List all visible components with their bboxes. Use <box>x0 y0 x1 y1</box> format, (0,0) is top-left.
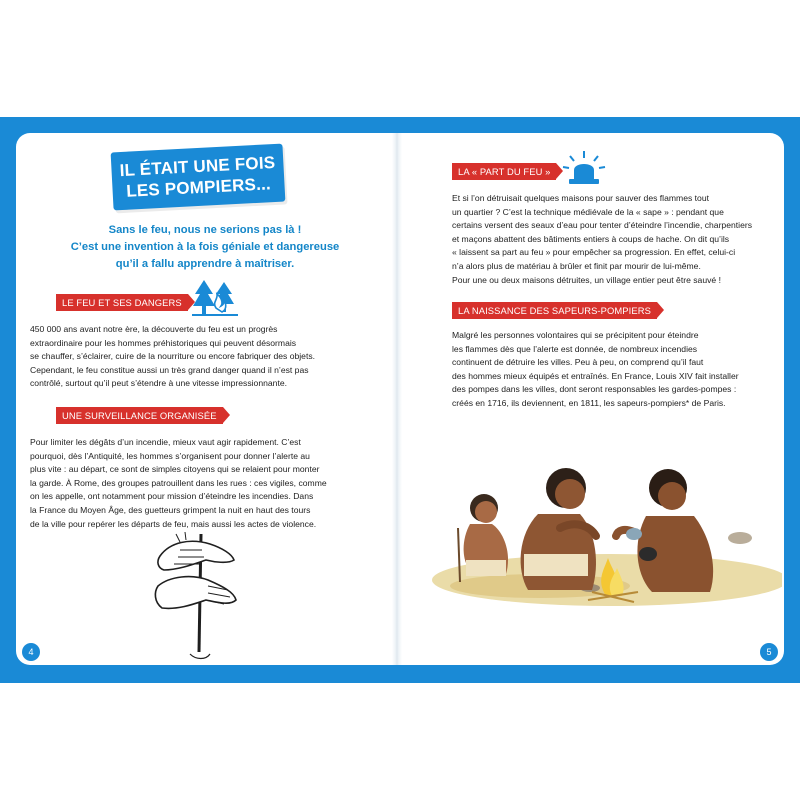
text-line: plus vite : au départ, ce sont de simples citoyens qui se relaient pour monter <box>30 464 320 475</box>
paragraph-sapeurs-pompiers <box>452 329 777 411</box>
text-line: de la ville pour repérer les départs de feu, mais aussi les actes de violence. <box>30 518 317 529</box>
heading-sapeurs-pompiers: LA NAISSANCE DES SAPEURS-POMPIERS <box>452 302 657 319</box>
page-number-left: 4 <box>22 643 40 661</box>
text-line: et maçons abattent des bâtiments entiers à coups de hache. On dit qu’ils <box>452 233 730 244</box>
text-line: se chauffer, s’éclairer, cuire de la nourriture ou encore fabriquer des objets. <box>30 351 316 362</box>
text-line: Et si l’on détruisait quelques maisons pour sauver des flammes tout <box>452 193 709 203</box>
text-line: des hommes mieux équipés et entraînés. En France, Louis XIV fait installer <box>452 370 739 381</box>
text-line: Pour une ou deux maisons détruites, un village entier peut être sauvé ! <box>452 274 721 285</box>
heading-surveillance: UNE SURVEILLANCE ORGANISÉE <box>56 407 223 424</box>
prehistoric-fire-illustration <box>420 450 782 620</box>
text-line: 450 000 ans avant notre ère, la découverte du feu est un progrès <box>30 324 278 334</box>
page-number-right: 5 <box>760 643 778 661</box>
text-line: créés en 1716, ils deviennent, en 1811, les sapeurs-pompiers* de Paris. <box>452 397 726 408</box>
hands-fire-drill-icon <box>150 530 240 660</box>
text-line: Malgré les personnes volontaires qui se précipitent pour éteindre <box>452 330 699 340</box>
intro-line-2: C’est une invention à la fois géniale et dangereuse <box>70 241 340 253</box>
text-line: n’a alors plus de matériau à brûler et finit par mourir de lui-même. <box>452 260 701 271</box>
paragraph-surveillance <box>30 436 375 531</box>
book-gutter <box>392 133 402 665</box>
heading-feu-dangers: LE FEU ET SES DANGERS <box>56 294 188 311</box>
text-line: continuent de détruire les villes. Peu à peu, on comprend qu’il faut <box>452 357 704 368</box>
text-line: la France du Moyen Âge, des guetteurs grimpent la nuit en haut des tours <box>30 504 311 515</box>
intro-text <box>60 222 350 273</box>
text-line: contrôlé, surtout qu’il peut s’étendre à une vitesse impressionnante. <box>30 378 288 389</box>
text-line: des pompes dans les villes, dont seront responsables les gardes-pompes : <box>452 384 737 395</box>
siren-icon <box>562 150 606 186</box>
text-line: « laissent sa part au feu » pour empêcher sa progression. En effet, celui-ci <box>452 247 736 258</box>
paragraph-part-du-feu <box>452 192 777 287</box>
forest-fire-icon <box>192 278 240 318</box>
text-line: Pour limiter les dégâts d’un incendie, mieux vaut agir rapidement. C’est <box>30 437 301 447</box>
text-line: les flammes dès que l’alerte est donnée, de nombreux incendies <box>452 343 698 354</box>
title-line-1: IL ÉTAIT UNE FOIS <box>119 152 276 181</box>
text-line: un quartier ? C’est la technique médiévale de la « sape » : pendant que <box>452 206 724 217</box>
text-line: extraordinaire pour les hommes préhistoriques qui peuvent désormais <box>30 337 297 348</box>
text-line: la garde. À Rome, des groupes patrouillent dans les rues : ces vigiles, comme <box>30 477 327 488</box>
paragraph-feu-dangers <box>30 323 370 391</box>
intro-line-3: qu’il a fallu apprendre à maîtriser. <box>115 258 295 270</box>
text-line: on les appelle, ont notamment pour mission d’éteindre les incendies. Dans <box>30 491 314 502</box>
intro-line-1: Sans le feu, nous ne serions pas là ! <box>108 224 302 236</box>
text-line: Cependant, le feu constitue aussi un très grand danger quand il n’est pas <box>30 364 309 375</box>
text-line: certains versent des seaux d’eau pour tenter d’éteindre l’incendie, charpentiers <box>452 220 753 231</box>
text-line: pourquoi, dès l’Antiquité, les hommes s’organisent pour donner l’alerte au <box>30 450 310 461</box>
title-banner <box>111 144 286 211</box>
title-line-2: LES POMPIERS... <box>125 174 272 201</box>
heading-part-du-feu: LA « PART DU FEU » <box>452 163 556 180</box>
